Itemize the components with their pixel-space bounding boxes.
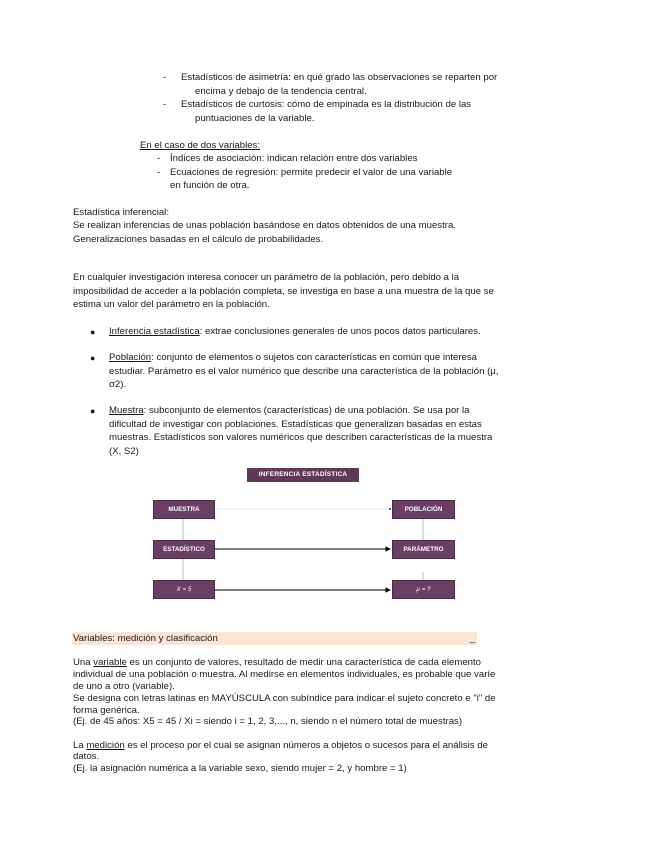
inferential-title: Estadística inferencial: <box>73 207 169 218</box>
variable-line-5: forma genérica. <box>73 705 140 716</box>
asymmetry-line-1: Estadísticos de asimetría: en qué grado las observaciones se reparten por <box>181 72 498 83</box>
medicion-pre: La <box>73 740 87 751</box>
term-inferencia: Inferencia estadística <box>109 326 200 337</box>
variable-text: es un conjunto de valores, resultado de medir una característica de cada elemento <box>126 657 481 668</box>
poblacion-box: POBLACIÓN <box>392 500 455 519</box>
kurtosis-line-2: puntuaciones de la variable. <box>195 113 315 124</box>
connector-dot <box>389 508 391 510</box>
poblacion-line-2: estudiar. Parámetro es el valor numérico que describe una característica de la población (μ, <box>109 366 499 377</box>
regression-line-2: en función de otra. <box>170 180 250 191</box>
bullet-text: : extrae conclusiones generales de unos pocos datos particulares. <box>199 326 481 337</box>
regression-line-1: Ecuaciones de regresión: permite predecir el valor de una variable <box>170 167 453 178</box>
mu-value-box: μ = ? <box>392 580 455 599</box>
variable-line-3: de uno a otro (variable). <box>73 681 175 692</box>
bullet-text: : subconjunto de elementos (características) de una población. Se usa por la <box>143 405 470 416</box>
poblacion-line-3: σ2). <box>109 379 127 390</box>
intro-line-2: imposibilidad de acceder a la población completa, se investiga en base a una muestra de la que se <box>73 286 494 297</box>
kurtosis-line-1: Estadísticos de curtosis: cómo de empinada es la distribución de las <box>181 99 472 110</box>
parametro-box: PARÁMETRO <box>392 540 455 559</box>
bullet-text: : conjunto de elementos o sujetos con características en común que interesa <box>151 352 477 363</box>
medicion-example: (Ej. la asignación numérica a la variable sexo, siendo mujer = 2, y hombre = 1) <box>73 763 407 774</box>
section-marker: _ <box>470 633 476 644</box>
bullet-marker: ● <box>90 406 96 416</box>
dash-marker: - <box>163 72 167 83</box>
estadistico-box: ESTADÍSTICO <box>153 540 215 559</box>
muestra-line-4: (X, S2) <box>109 446 139 457</box>
dash-marker: - <box>157 153 161 164</box>
variable-line-1 <box>73 657 481 669</box>
inferential-line-1: Se realizan inferencias de unas población basándose en datos obtenidos de una muestra. <box>73 220 456 231</box>
muestra-box: MUESTRA <box>153 500 215 519</box>
diagram-title: INFERENCIA ESTADÍSTICA <box>247 468 359 482</box>
bullet-marker: ● <box>90 353 96 363</box>
inferential-line-2: Generalizaciones basadas en el cálculo de probabilidades. <box>73 234 324 245</box>
term-muestra: Muestra <box>109 405 144 416</box>
muestra-line-2: dificultad de investigar con poblaciones. Estadísticas que generalizan basadas en estas <box>109 419 482 430</box>
two-variables-heading: En el caso de dos variables: <box>140 140 260 151</box>
x-value-box: X = 5 <box>153 580 215 599</box>
muestra-line-3: muestras. Estadísticos son valores numéricos que describen características de la muestra <box>109 432 493 443</box>
term-variable: variable <box>93 657 127 668</box>
variable-line-2: individual de una población o muestra. Al medirse en elementos individuales, es probable que varíe <box>73 669 496 680</box>
section-title: Variables: medición y clasificación <box>73 633 218 644</box>
intro-line-3: estima un valor del parámetro en la población. <box>73 299 270 310</box>
medicion-line-1 <box>73 740 488 752</box>
term-medicion: medición <box>86 740 125 751</box>
variable-example: (Ej. de 45 años: X5 = 45 / Xi = siendo i = 1, 2, 3,..., n, siendo n el número total de muestras) <box>73 716 463 727</box>
bullet-marker: ● <box>90 327 96 337</box>
dash-marker: - <box>157 167 161 178</box>
medicion-text: es el proceso por el cual se asignan números a objetos o sucesos para el análisis de <box>124 740 488 751</box>
term-poblacion: Población <box>109 352 152 363</box>
intro-line-1: En cualquier investigación interesa conocer un parámetro de la población, pero debido a la <box>73 272 460 283</box>
medicion-line-2: datos. <box>73 751 100 762</box>
variable-line-4: Se designa con letras latinas en MAYÚSCULA con subíndice para indicar el sujeto concreto e "i" de <box>73 693 496 704</box>
dash-marker: - <box>163 99 167 110</box>
variable-pre: Una <box>73 657 94 668</box>
association-line: Índices de asociación: indican relación entre dos variables <box>170 153 418 164</box>
asymmetry-line-2: encima y debajo de la tendencia central. <box>195 86 367 97</box>
